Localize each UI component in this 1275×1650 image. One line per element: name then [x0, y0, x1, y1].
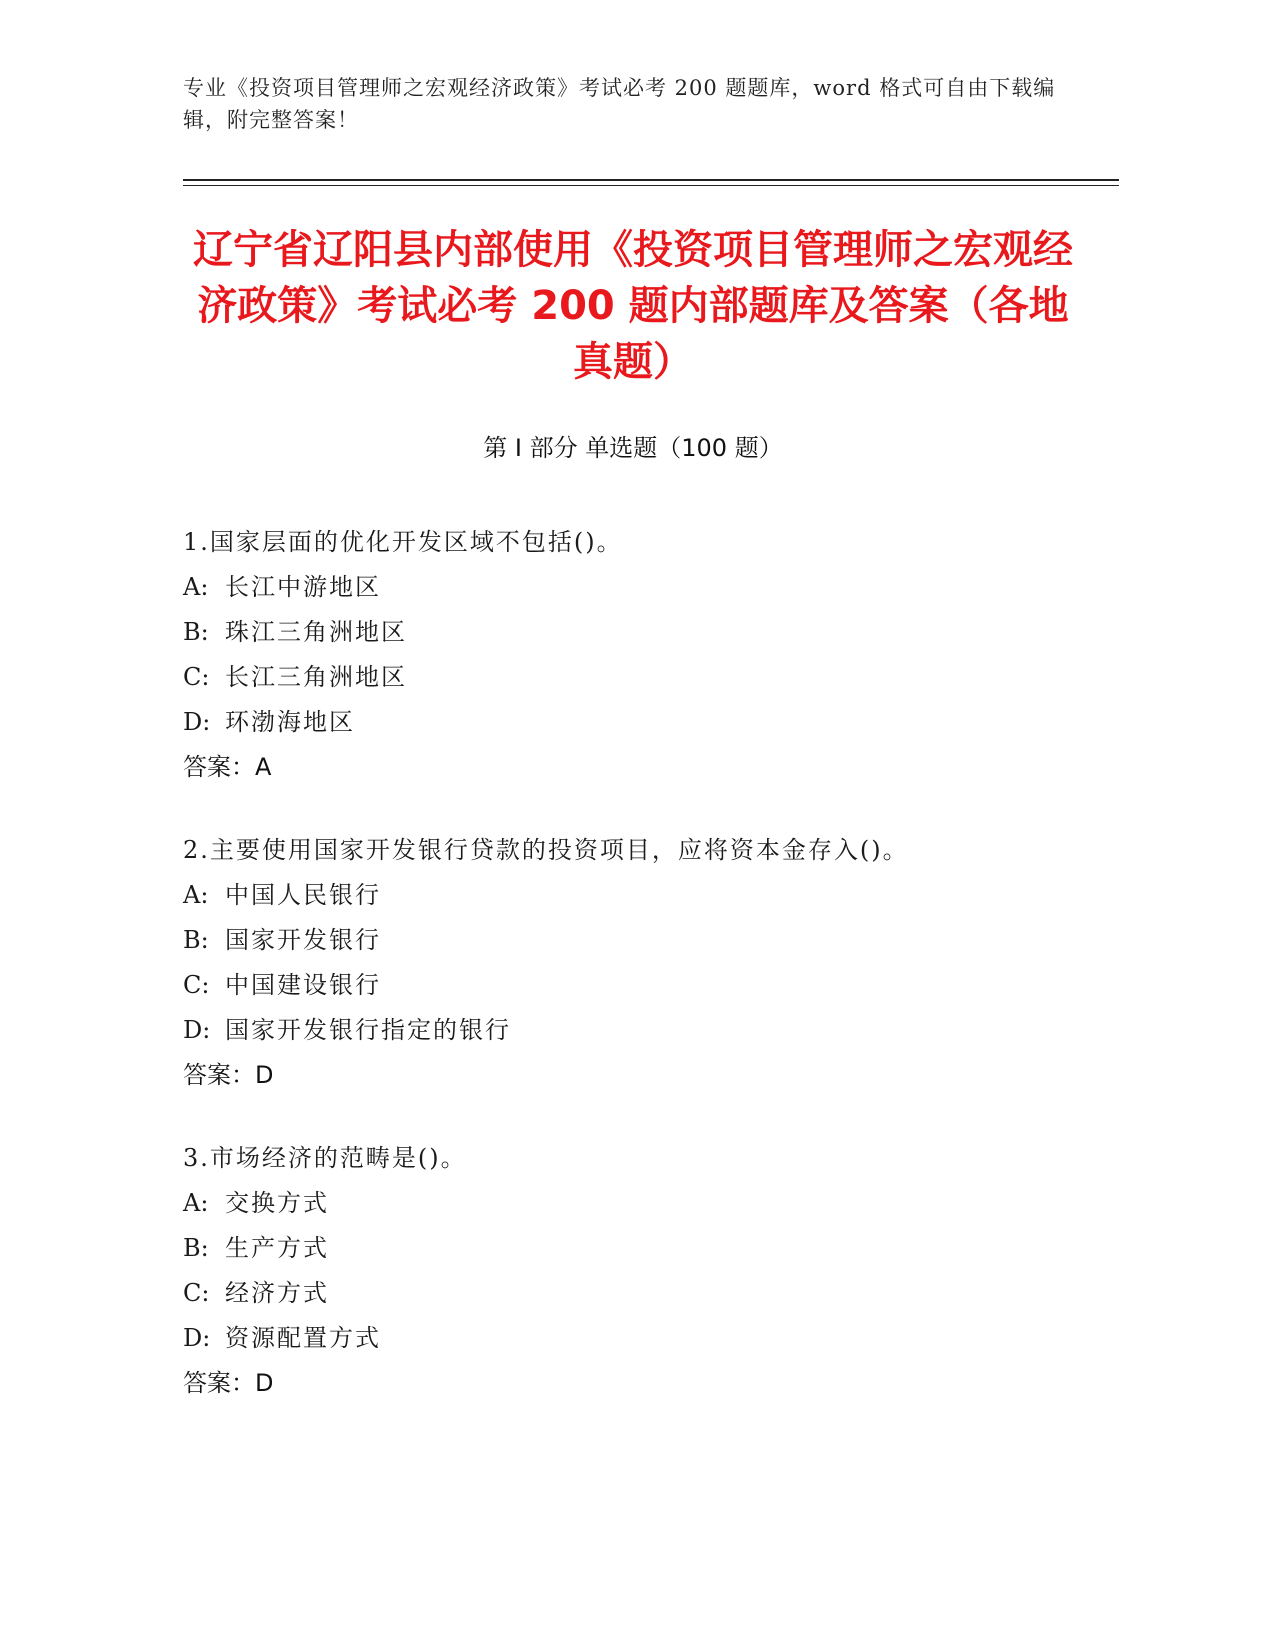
option-a: [183, 565, 1143, 610]
option-label: C:: [183, 1279, 210, 1307]
option-text: 珠江三角洲地区: [225, 618, 407, 646]
option-c: [183, 655, 1143, 700]
option-a: [183, 873, 1143, 918]
option-text: 国家开发银行: [225, 926, 381, 954]
question-stem: 3.市场经济的范畴是()。: [183, 1144, 467, 1172]
option-a: [183, 1181, 1143, 1226]
option-text: 中国人民银行: [225, 881, 381, 909]
option-b: [183, 1226, 1143, 1271]
document-title: 辽宁省辽阳县内部使用《投资项目管理师之宏观经济政策》考试必考 200 题内部题库及答案（各地真题）: [193, 227, 1073, 385]
header-divider-thick: [183, 179, 1119, 181]
answer-line: 答案：A: [183, 753, 272, 781]
option-label: A:: [183, 881, 209, 909]
option-text: 中国建设银行: [225, 971, 381, 999]
option-label: C:: [183, 971, 210, 999]
option-text: 交换方式: [225, 1189, 329, 1217]
question-stem: 1.国家层面的优化开发区域不包括()。: [183, 528, 623, 556]
question-stem: 2.主要使用国家开发银行贷款的投资项目，应将资本金存入()。: [183, 836, 909, 864]
option-c: [183, 963, 1143, 1008]
option-label: B:: [183, 618, 209, 646]
option-label: A:: [183, 573, 209, 601]
option-label: A:: [183, 1189, 209, 1217]
option-d: [183, 1008, 1143, 1053]
option-label: C:: [183, 663, 210, 691]
option-text: 经济方式: [225, 1279, 329, 1307]
question-2: [183, 828, 1143, 1098]
option-c: [183, 1271, 1143, 1316]
option-text: 长江中游地区: [225, 573, 381, 601]
option-b: [183, 610, 1143, 655]
option-d: [183, 1316, 1143, 1361]
option-label: B:: [183, 926, 209, 954]
option-label: D:: [183, 1324, 211, 1352]
question-3: [183, 1136, 1143, 1406]
option-b: [183, 918, 1143, 963]
option-text: 长江三角洲地区: [225, 663, 407, 691]
answer-line: 答案：D: [183, 1061, 274, 1089]
header-note: 专业《投资项目管理师之宏观经济政策》考试必考 200 题题库，word 格式可自由下载编辑，附完整答案！: [183, 76, 1056, 132]
answer-line: 答案：D: [183, 1369, 274, 1397]
question-1: [183, 520, 1143, 790]
option-label: D:: [183, 1016, 211, 1044]
option-d: [183, 700, 1143, 745]
question-list: [183, 520, 1143, 1444]
option-text: 环渤海地区: [225, 708, 355, 736]
section-title: 第 I 部分 单选题（100 题）: [483, 434, 783, 462]
option-text: 资源配置方式: [225, 1324, 381, 1352]
header-divider-thin: [183, 185, 1119, 186]
option-text: 国家开发银行指定的银行: [225, 1016, 511, 1044]
option-text: 生产方式: [225, 1234, 329, 1262]
option-label: D:: [183, 708, 211, 736]
option-label: B:: [183, 1234, 209, 1262]
